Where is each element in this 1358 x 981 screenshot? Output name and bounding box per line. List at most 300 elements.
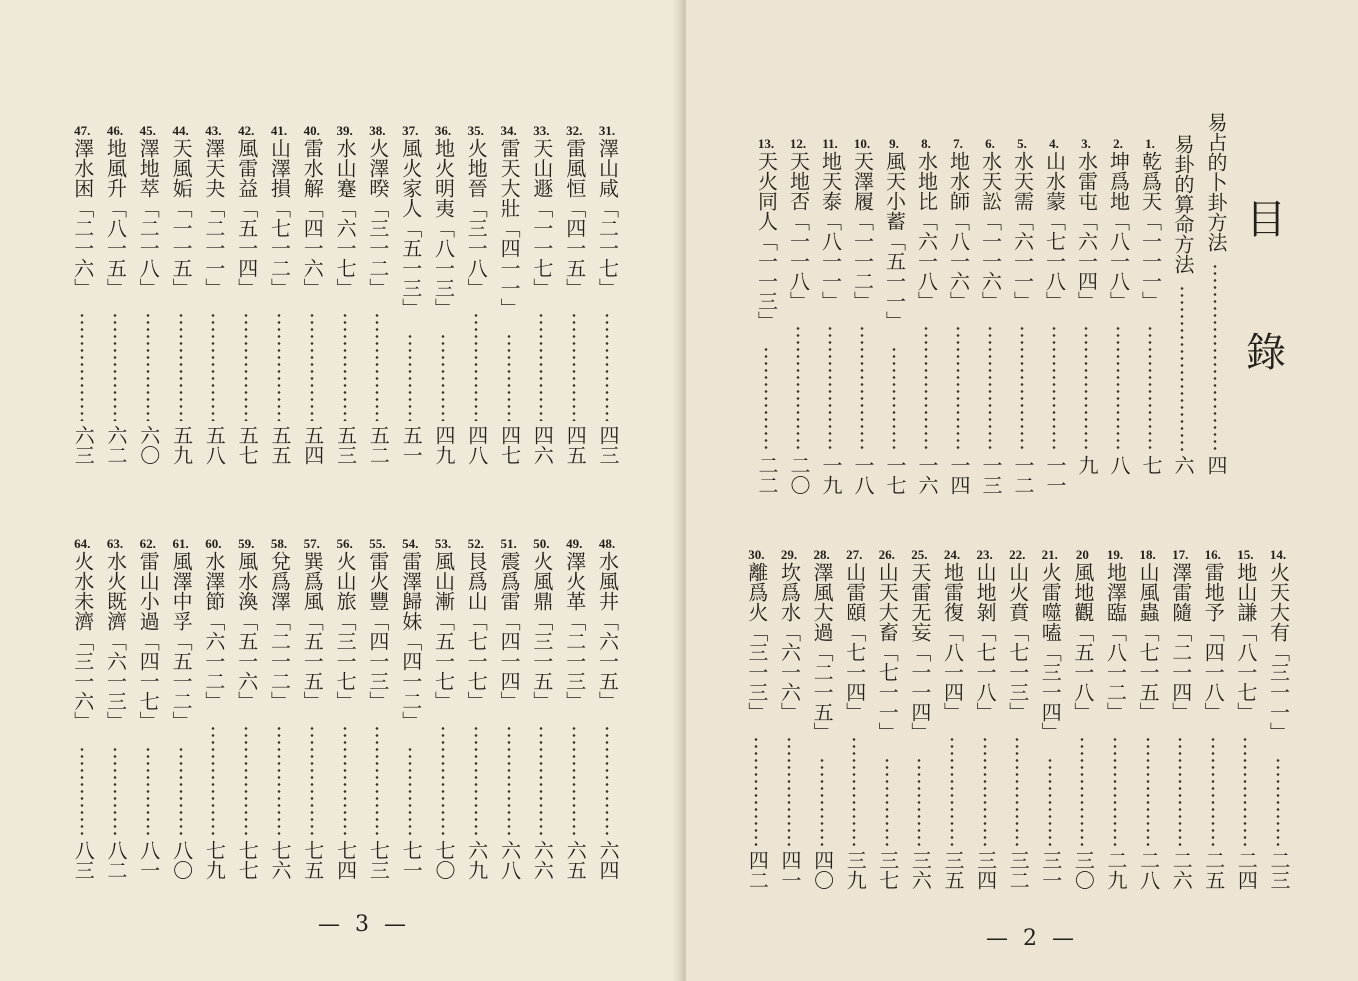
dot-leader xyxy=(244,312,248,421)
toc-entry-page: 八〇 xyxy=(169,840,194,880)
dot-leader xyxy=(1146,736,1150,846)
toc-entry xyxy=(742,548,770,722)
toc-entry-title: 地山謙「八一七」 xyxy=(1233,562,1258,722)
toc-entry-page: 二五 xyxy=(1201,850,1226,890)
toc-entry-page: 七五 xyxy=(300,840,325,880)
toc-entry-title: 天澤履「一一二」 xyxy=(850,151,875,311)
dot-leader xyxy=(408,746,412,836)
dot-leader xyxy=(539,312,543,421)
toc-entry-number: 57. xyxy=(303,536,320,551)
toc-entry-page: 三四 xyxy=(973,850,998,890)
toc-entry-title: 澤水困「二一六」 xyxy=(70,138,95,298)
toc-entry-page: 七六 xyxy=(268,840,292,880)
toc-entry-number: 27. xyxy=(846,547,863,562)
dot-leader xyxy=(343,725,347,836)
toc-entry-number: 52. xyxy=(467,536,484,551)
toc-entry-title: 坤爲地「八一八」 xyxy=(1106,151,1131,311)
toc-entry-title: 水風井「六一五」 xyxy=(595,551,620,711)
dot-leader xyxy=(1243,736,1247,846)
toc-entry xyxy=(199,537,227,711)
toc-entry-page: 八二 xyxy=(104,840,128,880)
toc-entry-title: 水地比「六一八」 xyxy=(914,151,939,311)
toc-entry-number: 25. xyxy=(911,547,928,562)
page-number-right: — 2 — xyxy=(986,926,1078,951)
toc-entry-title: 艮爲山「七一七」 xyxy=(464,551,489,711)
toc-entry-title: 水山蹇「六一七」 xyxy=(333,138,358,298)
toc-entry xyxy=(1072,137,1100,311)
intro-title: 易卦的算命方法 xyxy=(1171,134,1195,274)
toc-entry-title: 雷火豐「四一三」 xyxy=(365,551,390,711)
toc-entry xyxy=(298,537,326,711)
toc-entry xyxy=(265,537,293,711)
toc-entry-number: 31. xyxy=(598,123,616,138)
toc-entry xyxy=(527,124,555,298)
toc-entry-title: 天山遯「一一七」 xyxy=(529,138,554,298)
toc-entry xyxy=(912,137,940,311)
toc-entry xyxy=(1166,548,1194,722)
toc-entry-title: 澤火革「二一三」 xyxy=(562,551,587,711)
toc-entry xyxy=(462,124,490,298)
toc-entry-page: 二八 xyxy=(1136,850,1161,890)
dot-leader xyxy=(474,312,478,421)
toc-entry-number: 18. xyxy=(1139,547,1156,562)
toc-entry-page: 五三 xyxy=(333,425,358,465)
toc-entry-number: 55. xyxy=(369,536,386,551)
toc-entry-title: 澤風大過「二一五」 xyxy=(810,562,835,742)
toc-entry-page: 四六 xyxy=(530,425,555,465)
toc-entry-page: 四九 xyxy=(432,425,456,465)
toc-entry-page: 五四 xyxy=(300,425,325,465)
toc-entry-page: 五九 xyxy=(169,425,194,465)
dot-leader xyxy=(80,312,84,421)
right-page xyxy=(686,0,1358,981)
toc-entry-page: 四五 xyxy=(563,425,588,465)
dot-leader xyxy=(179,746,183,836)
toc-entry xyxy=(873,548,901,742)
dot-leader xyxy=(1211,736,1215,846)
toc-entry xyxy=(593,537,621,711)
dot-leader xyxy=(211,312,215,421)
toc-entry-number: 7. xyxy=(953,136,963,151)
toc-entry-number: 21. xyxy=(1041,547,1058,562)
toc-entry-number: 29. xyxy=(780,547,798,562)
toc-entry xyxy=(1008,137,1036,311)
toc-entry xyxy=(68,124,96,298)
dot-leader xyxy=(1020,325,1024,451)
toc-entry-number: 37. xyxy=(402,123,419,138)
toc-entry xyxy=(1036,548,1064,742)
dot-leader xyxy=(441,725,445,836)
dot-leader xyxy=(983,736,987,846)
toc-entry-title: 地火明夷「八一三」 xyxy=(431,138,456,318)
toc-entry-title: 雷山小過「四一七」 xyxy=(136,551,161,731)
toc-entry xyxy=(495,124,523,318)
dot-leader xyxy=(1015,736,1019,846)
toc-entry-page: 三九 xyxy=(843,850,868,890)
toc-entry-number: 30. xyxy=(748,547,765,562)
toc-entry-title: 雷天大壯「四一一」 xyxy=(497,138,522,318)
toc-entry-number: 49. xyxy=(566,536,583,551)
dot-leader xyxy=(1113,736,1117,846)
toc-entry xyxy=(134,124,162,298)
toc-entry-number: 36. xyxy=(434,123,452,138)
toc-entry xyxy=(363,124,391,298)
toc-entry-title: 天地否「一一八」 xyxy=(786,151,811,311)
toc-entry xyxy=(816,137,844,311)
toc-entry xyxy=(101,537,129,731)
dot-leader xyxy=(1048,757,1052,846)
dot-leader xyxy=(277,725,281,836)
toc-entry-number: 11. xyxy=(822,136,838,151)
toc-entry-title: 山火賁「七一三」 xyxy=(1005,562,1030,722)
toc-entry-number: 64. xyxy=(74,536,91,551)
toc-entry xyxy=(808,548,836,742)
toc-entry-number: 10. xyxy=(853,136,871,151)
toc-entry-title: 風山漸「五一七」 xyxy=(431,551,456,711)
dot-leader xyxy=(917,757,921,846)
toc-entry-title: 天雷无妄「一一四」 xyxy=(907,562,932,742)
toc-entry-number: 4. xyxy=(1049,136,1059,151)
dot-leader xyxy=(375,312,379,421)
toc-entry-title: 地水師「八一六」 xyxy=(946,151,971,311)
toc-entry xyxy=(905,548,933,742)
toc-entry-number: 22. xyxy=(1009,547,1026,562)
toc-entry-title: 風雷益「五一四」 xyxy=(234,138,259,298)
toc-entry-title: 天風姤「一一五」 xyxy=(169,138,194,298)
toc-entry-number: 35. xyxy=(467,123,484,138)
toc-entry xyxy=(167,537,195,731)
dot-leader xyxy=(787,736,791,846)
dot-leader xyxy=(956,325,960,451)
toc-entry xyxy=(938,548,966,722)
dot-leader xyxy=(211,725,215,836)
toc-entry-page: 四八 xyxy=(464,425,489,465)
toc-entry-page: 六五 xyxy=(563,840,588,880)
toc-entry-number: 28. xyxy=(813,547,830,562)
toc-entry-page: 八三 xyxy=(71,840,96,880)
toc-entry-page: 六六 xyxy=(530,840,555,880)
toc-entry-number: 45. xyxy=(139,123,156,138)
toc-entry xyxy=(134,537,162,731)
toc-entry-page: 四七 xyxy=(497,425,522,465)
toc-entry xyxy=(1134,548,1162,722)
dot-leader xyxy=(1276,757,1280,846)
toc-entry-number: 54. xyxy=(402,536,419,551)
toc-entry-number: 9. xyxy=(889,136,899,151)
toc-entry-page: 九 xyxy=(1075,455,1099,475)
toc-entry xyxy=(298,124,326,298)
toc-entry-page: 三七 xyxy=(875,850,900,890)
toc-entry xyxy=(944,137,972,311)
toc-entry-title: 風澤中孚「五一二」 xyxy=(169,551,194,731)
toc-entry-page: 三一 xyxy=(1038,850,1063,890)
toc-entry-title: 山雷頤「七一四」 xyxy=(842,562,867,722)
toc-entry-page: 五一 xyxy=(399,425,424,465)
toc-entry-number: 63. xyxy=(106,536,124,551)
toc-entry-number: 17. xyxy=(1172,547,1189,562)
toc-entry-number: 3. xyxy=(1081,136,1091,151)
toc-entry xyxy=(560,124,588,298)
toc-entry-number: 60. xyxy=(205,536,222,551)
toc-entry-page: 一九 xyxy=(819,455,843,495)
toc-entry-title: 澤地萃「二一八」 xyxy=(136,138,161,298)
toc-entry-title: 水天訟「一一六」 xyxy=(978,151,1003,311)
toc-entry-number: 59. xyxy=(238,536,255,551)
toc-entry-page: 六九 xyxy=(464,840,489,880)
toc-entry-title: 火雷噬嗑「三一四」 xyxy=(1038,562,1063,742)
dot-leader xyxy=(572,725,576,836)
toc-entry-title: 巽爲風「五一五」 xyxy=(300,551,325,711)
toc-entry-title: 兌爲澤「二一二」 xyxy=(267,551,292,711)
toc-entry xyxy=(848,137,876,311)
toc-entry-number: 38. xyxy=(369,123,386,138)
toc-entry-number: 42. xyxy=(238,123,255,138)
toc-entry-number: 1. xyxy=(1145,136,1155,151)
toc-entry-number: 19. xyxy=(1106,547,1124,562)
dot-leader xyxy=(828,325,832,451)
toc-entry xyxy=(396,124,424,318)
toc-entry-number: 47. xyxy=(74,123,91,138)
dot-leader xyxy=(408,333,412,421)
toc-entry xyxy=(976,137,1004,311)
toc-entry-number: 33. xyxy=(533,123,550,138)
toc-entry-title: 水雷屯「六一四」 xyxy=(1074,151,1099,311)
toc-entry xyxy=(462,537,490,711)
toc-entry-number: 51. xyxy=(500,536,517,551)
dot-leader xyxy=(1080,736,1084,846)
toc-entry-number: 26. xyxy=(878,547,895,562)
dot-leader xyxy=(441,333,445,421)
toc-entry xyxy=(752,137,780,331)
toc-entry-page: 六四 xyxy=(596,840,620,880)
toc-entry xyxy=(560,537,588,711)
toc-entry xyxy=(593,124,621,298)
toc-entry-page: 七三 xyxy=(366,840,391,880)
dot-leader xyxy=(1084,325,1088,451)
toc-entry xyxy=(199,124,227,298)
heading-lu: 錄 xyxy=(1246,330,1286,376)
toc-entry xyxy=(1101,548,1129,722)
toc-entry-title: 地天泰「八一一」 xyxy=(818,151,843,311)
dot-leader xyxy=(146,312,150,421)
toc-entry-title: 澤天夬「二一一」 xyxy=(201,138,226,298)
toc-entry-title: 山天大畜「七一一」 xyxy=(875,562,900,742)
toc-entry-title: 風火家人「五一三」 xyxy=(398,138,423,318)
dot-leader xyxy=(605,312,609,421)
dot-leader xyxy=(146,746,150,836)
toc-entry xyxy=(840,548,868,722)
toc-entry-page: 七一 xyxy=(399,840,424,880)
toc-entry-number: 48. xyxy=(598,536,616,551)
toc-entry-number: 20 xyxy=(1075,547,1089,562)
toc-entry-page: 七 xyxy=(1139,455,1163,475)
toc-entry xyxy=(1003,548,1031,722)
toc-entry-title: 天火同人「一一三」 xyxy=(754,151,779,331)
dot-leader xyxy=(277,312,281,421)
toc-entry-title: 雷水解「四一六」 xyxy=(300,138,325,298)
dot-leader xyxy=(796,325,800,451)
toc-entry-title: 坎爲水「六一六」 xyxy=(777,562,802,722)
toc-entry-title: 水澤節「六一二」 xyxy=(201,551,226,711)
dot-leader xyxy=(820,757,824,846)
toc-entry xyxy=(167,124,195,298)
dot-leader xyxy=(885,757,889,846)
toc-entry-page: 五二 xyxy=(366,425,391,465)
dot-leader xyxy=(860,325,864,451)
toc-entry-page: 一二 xyxy=(1011,455,1035,495)
toc-entry xyxy=(396,537,424,731)
toc-entry-number: 8. xyxy=(921,136,931,151)
toc-entry xyxy=(495,537,523,711)
toc-entry-number: 56. xyxy=(336,536,353,551)
toc-entry-number: 32. xyxy=(566,123,583,138)
toc-entry-page: 八一 xyxy=(136,840,161,880)
dot-leader xyxy=(310,725,314,836)
toc-entry-page: 七九 xyxy=(202,840,227,880)
toc-entry xyxy=(331,537,359,711)
toc-entry-number: 24. xyxy=(943,547,961,562)
intro-page: 四 xyxy=(1204,455,1228,475)
page-number-left: — 3 — xyxy=(318,912,410,937)
toc-entry-title: 澤雷隨「二一四」 xyxy=(1168,562,1193,722)
toc-entry-number: 58. xyxy=(270,536,288,551)
toc-entry-number: 41. xyxy=(270,123,288,138)
toc-entry-title: 山澤損「七一二」 xyxy=(267,138,292,298)
toc-entry-number: 46. xyxy=(106,123,124,138)
toc-entry-page: 六八 xyxy=(497,840,522,880)
toc-entry-title: 澤山咸「二一七」 xyxy=(595,138,620,298)
toc-entry-title: 地雷復「八一四」 xyxy=(940,562,965,722)
dot-leader xyxy=(1148,325,1152,451)
toc-entry-page: 六三 xyxy=(71,425,96,465)
toc-entry xyxy=(784,137,812,311)
toc-entry-page: 四〇 xyxy=(810,850,835,890)
toc-entry-title: 火地晉「三一八」 xyxy=(464,138,489,298)
toc-entry-number: 34. xyxy=(500,123,517,138)
toc-entry-page: 一四 xyxy=(947,455,971,495)
dot-leader xyxy=(375,725,379,836)
toc-entry xyxy=(775,548,803,722)
toc-entry-number: 12. xyxy=(789,136,807,151)
toc-entry-title: 火風鼎「三一五」 xyxy=(529,551,554,711)
dot-leader xyxy=(179,312,183,421)
dot-leader xyxy=(474,725,478,836)
toc-entry-number: 23. xyxy=(976,547,993,562)
toc-entry xyxy=(1264,548,1292,742)
toc-entry xyxy=(265,124,293,298)
toc-entry-number: 2. xyxy=(1113,136,1123,151)
toc-entry-number: 6. xyxy=(985,136,995,151)
toc-entry-title: 地澤臨「八一二」 xyxy=(1103,562,1128,722)
dot-leader xyxy=(507,725,511,836)
toc-entry xyxy=(429,124,457,318)
dot-leader xyxy=(754,736,758,846)
toc-entry-title: 水天需「六一一」 xyxy=(1010,151,1035,311)
dot-leader xyxy=(507,333,511,421)
toc-entry-title: 火水未濟「三一六」 xyxy=(70,551,95,731)
toc-entry-number: 5. xyxy=(1017,136,1027,151)
toc-entry-page: 四二 xyxy=(745,850,770,890)
toc-entry-title: 山風蟲「七一五」 xyxy=(1136,562,1161,722)
toc-entry-page: 一八 xyxy=(851,455,875,495)
toc-entry-page: 七〇 xyxy=(432,840,456,880)
toc-entry-title: 山地剝「七一八」 xyxy=(973,562,998,722)
dot-leader xyxy=(113,312,117,421)
dot-leader xyxy=(244,725,248,836)
dot-leader xyxy=(988,325,992,451)
toc-entry-title: 雷風恒「四一五」 xyxy=(562,138,587,298)
dot-leader xyxy=(852,736,856,846)
toc-entry-title: 雷地予「四一八」 xyxy=(1201,562,1226,722)
dot-leader xyxy=(1116,325,1120,451)
dot-leader xyxy=(924,325,928,451)
toc-entry xyxy=(232,124,260,298)
dot-leader xyxy=(310,312,314,421)
toc-entry-title: 震爲雷「四一四」 xyxy=(497,551,522,711)
toc-entry-title: 火天大有「三一一」 xyxy=(1266,562,1291,742)
toc-entry xyxy=(1104,137,1132,311)
toc-entry-number: 44. xyxy=(172,123,189,138)
toc-entry-page: 五八 xyxy=(202,425,227,465)
toc-entry-page: 六二 xyxy=(104,425,128,465)
toc-entry xyxy=(363,537,391,711)
dot-leader xyxy=(1213,263,1217,451)
toc-entry-title: 風水渙「五一六」 xyxy=(234,551,259,711)
dot-leader xyxy=(113,746,117,836)
toc-entry-title: 火山旅「三一七」 xyxy=(333,551,358,711)
toc-entry-number: 62. xyxy=(139,536,156,551)
toc-entry-title: 離爲火「三一三」 xyxy=(744,562,769,722)
dot-leader xyxy=(950,736,954,846)
toc-entry-number: 15. xyxy=(1237,547,1254,562)
toc-entry xyxy=(1231,548,1259,722)
toc-entry-page: 四三 xyxy=(596,425,620,465)
toc-entry xyxy=(1199,548,1227,722)
dot-leader xyxy=(764,346,768,451)
toc-entry-number: 50. xyxy=(533,536,550,551)
toc-entry-number: 16. xyxy=(1204,547,1221,562)
toc-entry-page: 四一 xyxy=(778,850,802,890)
toc-entry-page: 三六 xyxy=(908,850,933,890)
dot-leader xyxy=(80,746,84,836)
toc-entry-page: 八 xyxy=(1107,455,1131,475)
toc-entry xyxy=(429,537,457,711)
toc-entry-page: 七四 xyxy=(333,840,358,880)
toc-entry xyxy=(1040,137,1068,311)
toc-entry-title: 地風升「八一五」 xyxy=(103,138,128,298)
toc-entry xyxy=(68,537,96,731)
toc-entry-page: 六〇 xyxy=(136,425,161,465)
intro-title: 易占的卜卦方法 xyxy=(1204,112,1228,252)
toc-entry xyxy=(232,537,260,711)
toc-entry-title: 火澤暌「三一二」 xyxy=(365,138,390,298)
toc-entry-page: 一七 xyxy=(883,455,907,495)
toc-entry-title: 乾爲天「一一一」 xyxy=(1138,151,1163,311)
toc-entry-page: 二二 xyxy=(755,455,779,495)
toc-entry-page: 五七 xyxy=(235,425,260,465)
toc-entry-page: 一三 xyxy=(979,455,1003,495)
dot-leader xyxy=(343,312,347,421)
toc-entry-title: 雷澤歸妹「四一二」 xyxy=(398,551,423,731)
dot-leader xyxy=(572,312,576,421)
toc-entry-page: 二九 xyxy=(1104,850,1128,890)
toc-entry-page: 二四 xyxy=(1234,850,1259,890)
toc-entry-page: 三二 xyxy=(1006,850,1031,890)
toc-entry xyxy=(971,548,999,722)
toc-entry-page: 二六 xyxy=(1169,850,1194,890)
heading-mu: 目 xyxy=(1246,197,1286,243)
toc-entry-page: 二三 xyxy=(1267,850,1291,890)
